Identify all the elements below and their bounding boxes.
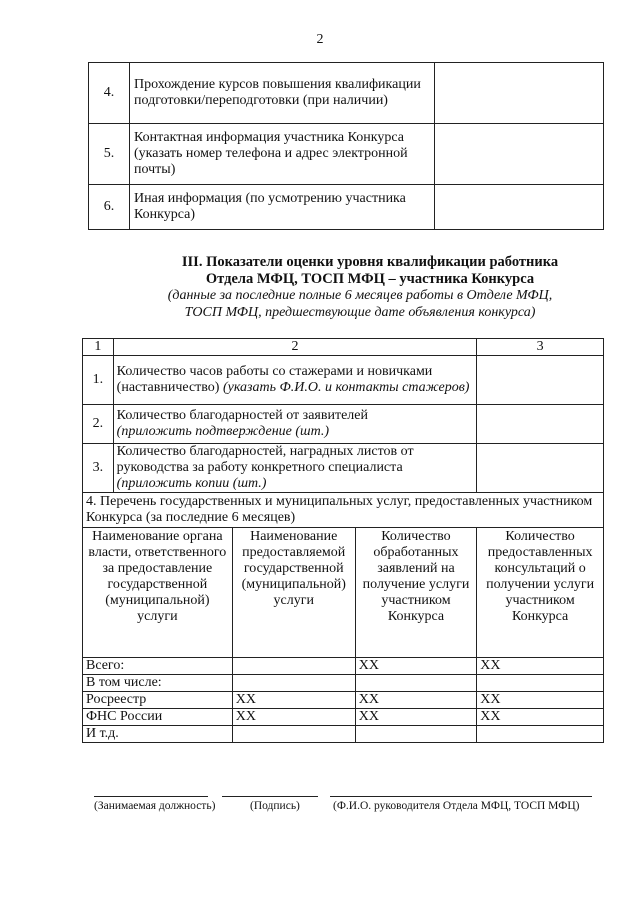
- services-cell[interactable]: [232, 726, 355, 743]
- header-cell: 3: [477, 339, 604, 356]
- services-cell[interactable]: XX: [477, 658, 604, 675]
- page-number: 2: [316, 32, 324, 47]
- services-cell[interactable]: XX: [355, 692, 477, 709]
- services-row: [83, 726, 604, 743]
- row-text: [113, 444, 477, 493]
- row-text: Прохождение курсов повышения квалификации подготовки/переподготовки (при наличии): [130, 63, 435, 124]
- services-row: [83, 658, 604, 675]
- services-header-row: [83, 528, 604, 658]
- services-cell[interactable]: [477, 675, 604, 692]
- services-header-cell: Количество предоставленных консультаций о получении услуги участником Конкурса: [477, 528, 604, 658]
- services-cell: И т.д.: [83, 726, 233, 743]
- row-value-cell[interactable]: [477, 405, 604, 444]
- row-value-cell[interactable]: [435, 124, 604, 185]
- table-row: [89, 185, 604, 230]
- row-label: Количество благодарностей, наградных листов от руководства за работу конкретного специалиста: [116, 444, 414, 475]
- row-value-cell[interactable]: [477, 356, 604, 405]
- item4-row: [83, 493, 604, 528]
- row-text: [113, 356, 477, 405]
- table-row: [83, 405, 604, 444]
- row-number: 3.: [83, 444, 114, 493]
- services-cell: Росреестр: [83, 692, 233, 709]
- services-header-cell: Количество обработанных заявлений на получение услуги участником Конкурса: [355, 528, 477, 658]
- services-cell[interactable]: [232, 658, 355, 675]
- row-value-cell[interactable]: [435, 185, 604, 230]
- row-text: Иная информация (по усмотрению участника Конкурса): [130, 185, 435, 230]
- services-header-cell: Наименование предоставляемой государственной (муниципальной) услуги: [232, 528, 355, 658]
- name-signature-line[interactable]: [330, 796, 592, 797]
- signature-label: (Подпись): [250, 800, 300, 812]
- top-table: [88, 62, 604, 230]
- section-title-line2: Отдела МФЦ, ТОСП МФЦ – участника Конкурса: [205, 271, 535, 287]
- services-cell[interactable]: XX: [232, 709, 355, 726]
- services-header-cell: Наименование органа власти, ответственного за предоставление государственной (муниципальной) услуги: [83, 528, 233, 658]
- services-cell[interactable]: XX: [355, 709, 477, 726]
- row-label: Количество часов работы со стажерами и новичками (наставничество): [116, 364, 433, 395]
- table-row: [89, 124, 604, 185]
- services-cell[interactable]: XX: [232, 692, 355, 709]
- header-row: [83, 339, 604, 356]
- table-row: [89, 63, 604, 124]
- services-cell: ФНС России: [83, 709, 233, 726]
- services-cell: Всего:: [83, 658, 233, 675]
- services-row: [83, 709, 604, 726]
- qualification-table: [82, 338, 604, 743]
- name-label: (Ф.И.О. руководителя Отдела МФЦ, ТОСП МФЦ): [333, 800, 580, 812]
- row-number: 1.: [83, 356, 114, 405]
- item4-title: 4. Перечень государственных и муниципальных услуг, предоставленных участником Конкурса (за последние 6 месяцев): [83, 493, 604, 528]
- services-cell: В том числе:: [83, 675, 233, 692]
- services-row: [83, 675, 604, 692]
- services-cell[interactable]: [355, 675, 477, 692]
- row-number: 4.: [89, 63, 130, 124]
- row-number: 5.: [89, 124, 130, 185]
- section-title-line1: III. Показатели оценки уровня квалификации работника: [181, 254, 559, 270]
- services-cell[interactable]: XX: [355, 658, 477, 675]
- services-cell[interactable]: [355, 726, 477, 743]
- table-row: [83, 356, 604, 405]
- row-note: (приложить копии (шт.): [116, 476, 267, 491]
- row-number: 6.: [89, 185, 130, 230]
- row-note: (приложить подтверждение (шт.): [116, 424, 330, 439]
- row-number: 2.: [83, 405, 114, 444]
- row-value-cell[interactable]: [435, 63, 604, 124]
- header-cell: 1: [83, 339, 114, 356]
- row-text: Контактная информация участника Конкурса (указать номер телефона и адрес электронной почты): [130, 124, 435, 185]
- section-subtitle-line2: ТОСП МФЦ, предшествующие дате объявления конкурса): [184, 305, 536, 320]
- header-cell: 2: [113, 339, 477, 356]
- services-cell[interactable]: XX: [477, 692, 604, 709]
- row-label: Количество благодарностей от заявителей: [116, 408, 368, 423]
- position-signature-line[interactable]: [94, 796, 208, 797]
- row-text: [113, 405, 477, 444]
- services-cell[interactable]: XX: [477, 709, 604, 726]
- position-label: (Занимаемая должность): [94, 800, 216, 812]
- row-note: (указать Ф.И.О. и контакты стажеров): [222, 380, 470, 395]
- services-cell[interactable]: [232, 675, 355, 692]
- signature-line[interactable]: [222, 796, 318, 797]
- services-cell[interactable]: [477, 726, 604, 743]
- row-value-cell[interactable]: [477, 444, 604, 493]
- table-row: [83, 444, 604, 493]
- section-subtitle-line1: (данные за последние полные 6 месяцев работы в Отделе МФЦ,: [167, 288, 553, 303]
- services-row: [83, 692, 604, 709]
